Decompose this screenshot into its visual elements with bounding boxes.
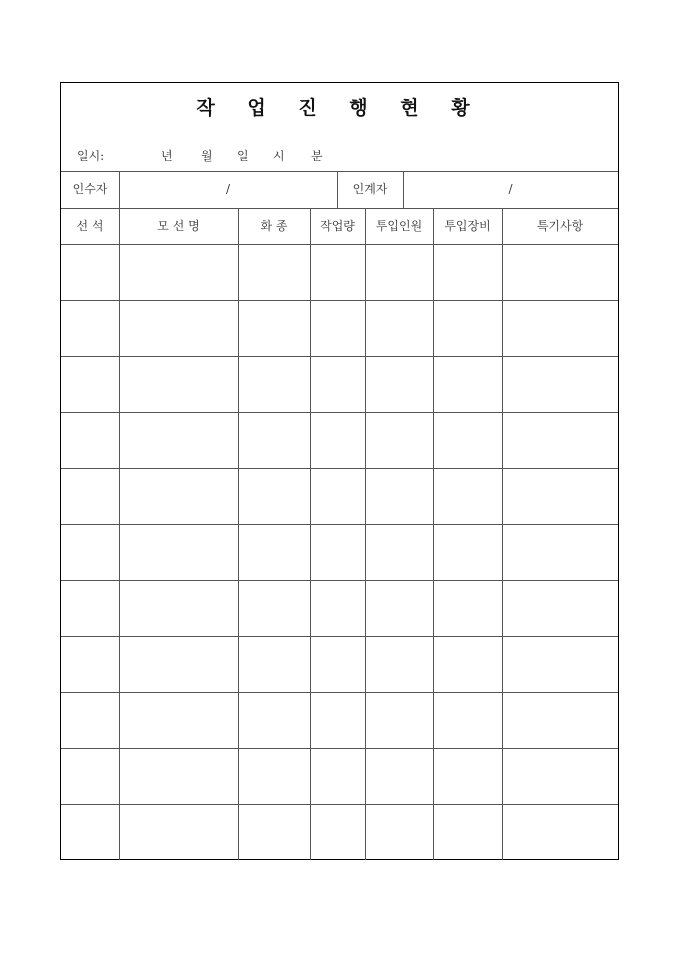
table-cell[interactable] — [433, 412, 502, 468]
table-cell[interactable] — [61, 524, 119, 580]
table-cell[interactable] — [238, 636, 310, 692]
table-cell[interactable] — [502, 580, 618, 636]
table-cell[interactable] — [61, 692, 119, 748]
table-cell[interactable] — [119, 804, 238, 860]
table-cell[interactable] — [502, 524, 618, 580]
table-cell[interactable] — [310, 356, 365, 412]
table-cell[interactable] — [61, 412, 119, 468]
table-cell[interactable] — [502, 748, 618, 804]
table-cell[interactable] — [119, 300, 238, 356]
table-cell[interactable] — [119, 748, 238, 804]
table-cell[interactable] — [433, 244, 502, 300]
table-cell[interactable] — [502, 692, 618, 748]
table-cell[interactable] — [310, 244, 365, 300]
table-cell[interactable] — [61, 356, 119, 412]
table-cell[interactable] — [119, 468, 238, 524]
table-cell[interactable] — [61, 244, 119, 300]
column-divider — [365, 208, 366, 860]
table-cell[interactable] — [238, 748, 310, 804]
table-cell[interactable] — [61, 580, 119, 636]
date-day: 일 — [237, 149, 249, 163]
table-cell[interactable] — [365, 692, 433, 748]
table-cell[interactable] — [433, 524, 502, 580]
table-cell[interactable] — [365, 300, 433, 356]
table-cell[interactable] — [238, 356, 310, 412]
table-cell[interactable] — [310, 636, 365, 692]
table-cell[interactable] — [119, 580, 238, 636]
table-cell[interactable] — [119, 524, 238, 580]
column-header: 작업량 — [320, 219, 355, 233]
column-header: 특기사항 — [536, 219, 584, 233]
table-cell[interactable] — [365, 356, 433, 412]
table-cell[interactable] — [502, 468, 618, 524]
table-cell[interactable] — [119, 412, 238, 468]
table-cell[interactable] — [365, 748, 433, 804]
table-cell[interactable] — [365, 580, 433, 636]
table-cell[interactable] — [238, 412, 310, 468]
table-cell[interactable] — [61, 748, 119, 804]
table-cell[interactable] — [119, 636, 238, 692]
table-cell[interactable] — [310, 580, 365, 636]
table-cell[interactable] — [433, 580, 502, 636]
column-header: 모 선 명 — [157, 219, 200, 233]
table-cell[interactable] — [502, 300, 618, 356]
table-cell[interactable] — [433, 468, 502, 524]
column-divider — [238, 208, 239, 860]
table-cell[interactable] — [433, 356, 502, 412]
date-row — [61, 141, 618, 171]
table-cell[interactable] — [502, 356, 618, 412]
date-minute: 분 — [311, 149, 323, 163]
table-cell[interactable] — [310, 468, 365, 524]
table-cell[interactable] — [310, 412, 365, 468]
table-cell[interactable] — [310, 524, 365, 580]
giver-field[interactable]: / — [508, 182, 513, 196]
date-year: 년 — [161, 149, 173, 163]
table-cell[interactable] — [365, 524, 433, 580]
column-divider — [119, 208, 120, 860]
table-cell[interactable] — [365, 636, 433, 692]
table-cell[interactable] — [502, 244, 618, 300]
table-cell[interactable] — [502, 412, 618, 468]
table-cell[interactable] — [310, 300, 365, 356]
table-cell[interactable] — [238, 244, 310, 300]
table-cell[interactable] — [310, 804, 365, 860]
table-cell[interactable] — [238, 468, 310, 524]
column-header: 선 석 — [76, 219, 104, 233]
table-cell[interactable] — [365, 244, 433, 300]
column-divider — [433, 208, 434, 860]
table-cell[interactable] — [61, 636, 119, 692]
column-header: 화 종 — [260, 219, 288, 233]
table-cell[interactable] — [119, 692, 238, 748]
table-cell[interactable] — [238, 524, 310, 580]
column-divider — [502, 208, 503, 860]
table-cell[interactable] — [119, 244, 238, 300]
table-cell[interactable] — [119, 356, 238, 412]
table-cell[interactable] — [310, 692, 365, 748]
column-divider — [310, 208, 311, 860]
table-cell[interactable] — [238, 580, 310, 636]
work-progress-form — [60, 82, 619, 860]
table-cell[interactable] — [61, 300, 119, 356]
table-cell[interactable] — [61, 804, 119, 860]
table-cell[interactable] — [238, 804, 310, 860]
table-cell[interactable] — [238, 300, 310, 356]
table-cell[interactable] — [502, 804, 618, 860]
date-hour: 시 — [273, 149, 285, 163]
form-title: 작 업 진 행 현 황 — [196, 97, 483, 119]
receiver-label: 인수자 — [72, 182, 108, 196]
table-cell[interactable] — [365, 468, 433, 524]
table-cell[interactable] — [433, 692, 502, 748]
table-cell[interactable] — [238, 692, 310, 748]
table-cell[interactable] — [433, 300, 502, 356]
giver-label: 인계자 — [352, 182, 388, 196]
table-cell[interactable] — [433, 636, 502, 692]
table-cell[interactable] — [433, 748, 502, 804]
column-header: 투입인원 — [375, 219, 423, 233]
table-cell[interactable] — [433, 804, 502, 860]
table-cell[interactable] — [365, 804, 433, 860]
date-label: 일시: — [77, 149, 105, 163]
table-cell[interactable] — [61, 468, 119, 524]
table-cell[interactable] — [502, 636, 618, 692]
table-cell[interactable] — [365, 412, 433, 468]
receiver-field[interactable]: / — [225, 182, 231, 196]
table-cell[interactable] — [310, 748, 365, 804]
column-header: 투입장비 — [444, 219, 491, 233]
date-month: 월 — [201, 149, 213, 163]
